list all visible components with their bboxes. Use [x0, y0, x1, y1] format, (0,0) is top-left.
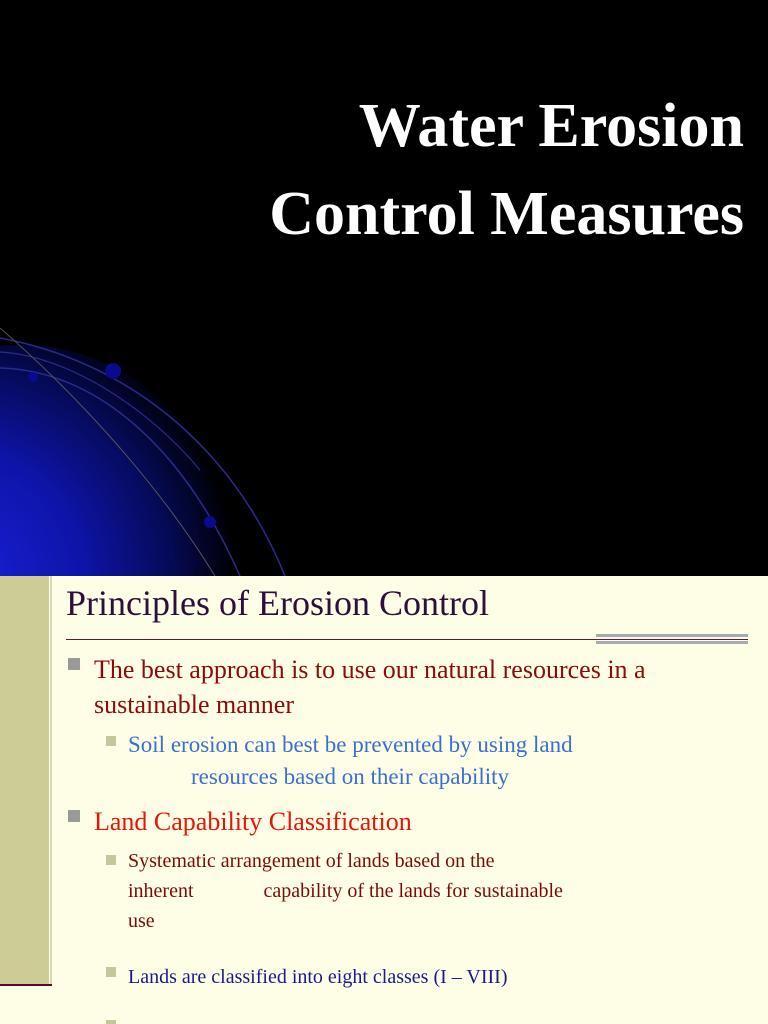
orbit-dot [204, 516, 216, 528]
sub-bullet-text: Soil erosion can best be prevented by using land resources based on their capability [128, 732, 573, 789]
square-bullet-icon [68, 810, 80, 822]
square-bullet-icon [106, 736, 116, 746]
sidebar-panel [0, 576, 49, 986]
heading-rule [66, 639, 748, 640]
orbit-dot [28, 372, 38, 382]
square-bullet-icon [68, 658, 80, 670]
orbit-dot [105, 363, 121, 379]
bullet-text: The best approach is to use our natural resources in a sustainable manner [94, 655, 646, 719]
square-bullet-icon [106, 855, 116, 865]
slide-title [44, 82, 744, 258]
title-line-1: Water Erosion [358, 92, 744, 160]
decorative-bar [596, 634, 748, 637]
sub-bullet-text: Systematic arrangement of lands based on the inherent capability of the lands for sustainable use [128, 850, 563, 932]
slide-heading: Principles of Erosion Control [66, 583, 489, 623]
sub-bullet-text: Lands are classified into eight classes (I – VIII) [128, 966, 508, 988]
square-bullet-icon [106, 1020, 116, 1024]
square-bullet-icon [106, 967, 116, 977]
decorative-bar [596, 641, 748, 644]
sidebar-divider [50, 576, 52, 986]
title-line-2: Control Measures [269, 180, 744, 248]
sidebar-underline [0, 984, 52, 986]
bullet-text: Land Capability Classification [94, 807, 412, 836]
content-slide [0, 576, 768, 1024]
